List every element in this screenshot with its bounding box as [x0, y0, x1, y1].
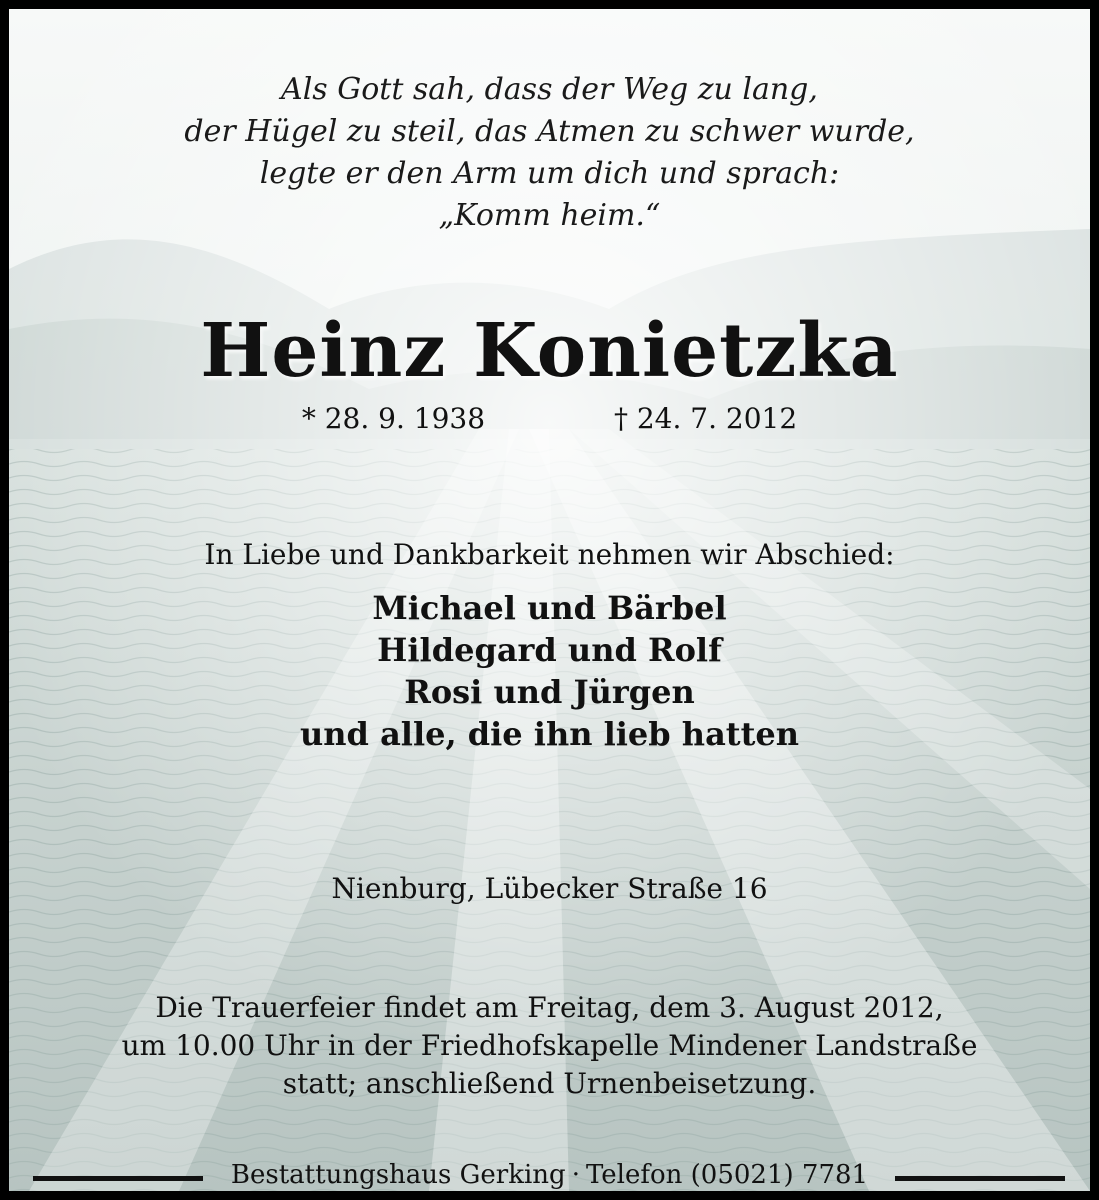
life-dates [9, 402, 1090, 436]
funeral-service-notice [9, 989, 1090, 1103]
funeral-home-phone: Telefon (05021) 7781 [585, 1160, 869, 1190]
funeral-home-name: Bestattungshaus Gerking [230, 1160, 566, 1190]
service-line: statt; anschließend Urnenbeisetzung. [282, 1067, 817, 1100]
deceased-name: Heinz Konietzka [200, 308, 899, 394]
poem [9, 69, 1090, 237]
address: Nienburg, Lübecker Straße 16 [331, 872, 768, 905]
mourner-name: und alle, die ihn lieb hatten [300, 715, 799, 753]
mourner-name: Rosi und Jürgen [404, 673, 695, 711]
footer-text [9, 1157, 1090, 1193]
poem-line: Als Gott sah, dass der Weg zu lang, [281, 72, 818, 107]
poem-line: legte er den Arm um dich und sprach: [259, 156, 840, 191]
poem-line: der Hügel zu steil, das Atmen zu schwer wurde, [184, 114, 915, 149]
poem-line: „Komm heim.“ [438, 198, 661, 233]
footer-separator: · [571, 1160, 580, 1190]
mourners-list [9, 587, 1090, 755]
mourners-intro: In Liebe und Dankbarkeit nehmen wir Abschied: [204, 538, 895, 571]
service-line: um 10.00 Uhr in der Friedhofskapelle Mindener Landstraße [121, 1029, 978, 1062]
footer [9, 1157, 1090, 1193]
birth-date: * 28. 9. 1938 [301, 402, 486, 435]
mourner-name: Hildegard und Rolf [377, 631, 722, 669]
mourner-name: Michael und Bärbel [372, 589, 727, 627]
service-line: Die Trauerfeier findet am Freitag, dem 3. August 2012, [155, 991, 944, 1024]
death-date: † 24. 7. 2012 [613, 402, 798, 435]
